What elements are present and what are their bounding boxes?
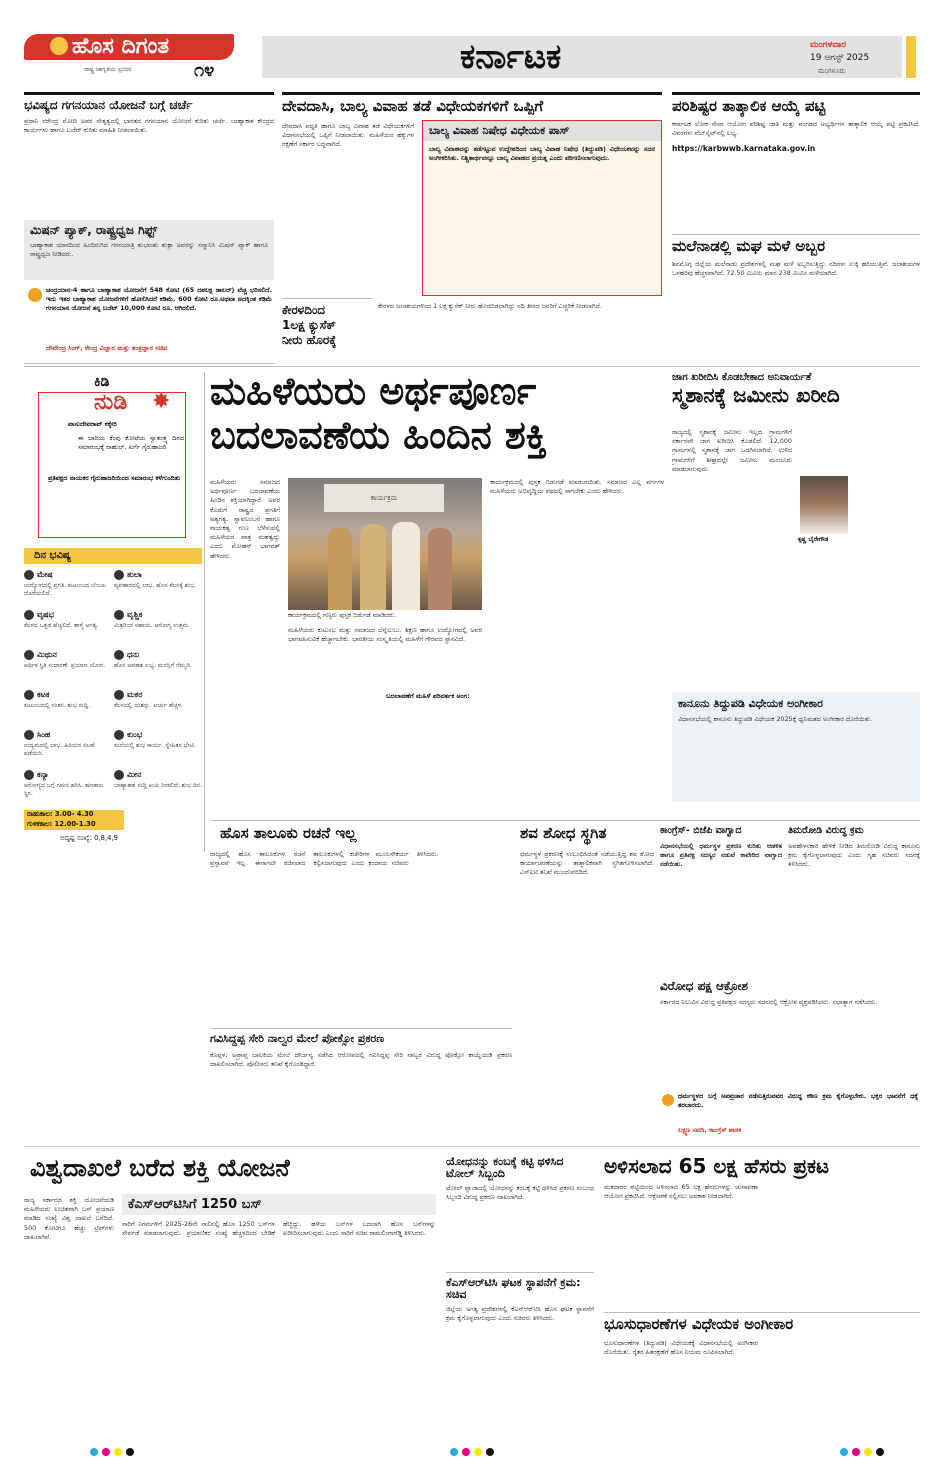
rashi-text: ಉದ್ಯೋಗದಲ್ಲಿ ಪ್ರಗತಿ. ಕುಟುಂಬದ ಬೆಂಬಲ ದೊರೆಯಲಿದೆ.	[24, 582, 106, 598]
mission-title: ಮಿಷನ್ ಪ್ಯಾಕ್, ರಾಷ್ಟ್ರಧ್ವಜ ಗಿಫ್ಟ್	[30, 223, 158, 237]
rashi-label: ಕಟಕ	[37, 690, 50, 699]
kerala-line3: ನೀರು ಹೊರಕ್ಕೆ	[282, 333, 337, 347]
yodha-title: ಯೋಧನನ್ನು ಕಂಬಕ್ಕೆ ಕಟ್ಟಿ ಥಳಿಸಿದ ಟೋಲ್ ಸಿಬ್ಬಂದಿ	[446, 1156, 564, 1180]
rashi-label: ಸಿಂಹ	[37, 730, 51, 739]
pocso-title: ಗವಿಸಿದ್ದಪ್ಪ ಸೇರಿ ನಾಲ್ವರ ಮೇಲೆ ಪೋಕ್ಸೋ ಪ್ರಕರಣ	[210, 1028, 512, 1045]
savadi-quote	[660, 1090, 920, 1142]
thimarodi-story	[788, 826, 920, 976]
rashi-icon	[24, 730, 34, 740]
malenadu-title: ಮಲೆನಾಡಲ್ಲಿ ಮಘ ಮಳೆ ಅಬ್ಬರ	[672, 234, 920, 255]
gaganyaan-body: ಪ್ರಧಾನಿ ನರೇಂದ್ರ ಮೋದಿ ಅವರ ನೇತೃತ್ವದಲ್ಲಿ ಭಾರತದ ಗಗನಯಾನ ಯೋಜನೆ ಕುರಿತು ಚರ್ಚೆ. ಬಾಹ್ಯಾಕಾಶ ಕೇಂದ್ರದ ಕಾರ್ಯಗಳು ಹಾಗೂ ಬಜೆಟ್ ಕುರಿತು ಮಾಹಿತಿ ನೀಡಲಾಯಿತು.	[24, 116, 274, 134]
lucky-number: ಅದೃಷ್ಟ ಸಂಖ್ಯೆ: 0,8,4,9	[60, 834, 118, 842]
rashi-name	[114, 690, 202, 700]
parishuddha-story	[672, 92, 920, 232]
taluk-body: ರಾಜ್ಯದಲ್ಲಿ ಹೊಸ ತಾಲೂಕುಗಳ ರಚನೆ ಪ್ರಸ್ತಾವನೆ ಇಲ್ಲ. ಈಗಾಗಲೇ ರಚಿಸಲಾದ ತಾಲೂಕುಗಳಲ್ಲಿ ಕಚೇರಿಗಳ ಮೂಲಸೌಕರ್ಯ ಕಲ್ಪಿಸಲಾಗುವುದು ಎಂದು ಕಂದಾಯ ಸಚಿವರು ತಿಳಿಸಿದರು.	[210, 849, 439, 867]
rashi-label: ತುಲಾ	[127, 570, 142, 579]
devadasi-story	[282, 92, 662, 362]
divider-h1	[24, 366, 920, 367]
rahu-kala: ರಾಹುಕಾಲ: 3.00- 4.30	[24, 810, 124, 820]
lead-subhead: ಬದಲಾವಣೆಗೆ ಮಹಿಳೆ ಪರಿವರ್ತಕ ಅಂಗ:	[386, 692, 470, 700]
rashi-item	[24, 690, 112, 730]
rashi-text: ಕೆಲಸದಲ್ಲಿ ಯಶಸ್ಸು. ಖರ್ಚು ಹೆಚ್ಚಳ.	[114, 702, 183, 709]
rashi-label: ಮಿಥುನ	[37, 650, 57, 659]
rashi-label: ಮೀನ	[127, 770, 142, 779]
photo-banner: ಕಾರ್ಯಕ್ರಮ	[324, 484, 444, 512]
lead-photo	[288, 478, 482, 610]
person-4	[428, 528, 452, 610]
kerala-body: ಕೇರಳದ ಜಲಾಶಯಗಳಿಂದ 1 ಲಕ್ಷ ಕ್ಯುಸೆಕ್ ನೀರು ಹೊರಬಿಡಲಾಗಿದ್ದು ನದಿ ತೀರದ ಜನರಿಗೆ ಎಚ್ಚರಿಕೆ ನೀಡಲಾಗಿದೆ.	[378, 302, 602, 310]
thimarodi-title: ತಿಮರೋಡಿ ವಿರುದ್ಧ ಕ್ರಮ	[788, 826, 864, 836]
shava-title: ಶವ ಶೋಧ ಸ್ಥಗಿತ	[520, 826, 607, 842]
logo-tagline: ರಾಷ್ಟ್ರ ಜಾಗೃತಿಯ ಸ್ಪಂದನ	[84, 66, 132, 73]
ksrtc-box	[122, 1194, 436, 1434]
congress-title: ಕಾಂಗ್ರೆಸ್- ಬಿಜೆಪಿ ವಾಗ್ವಾದ	[660, 826, 742, 836]
rashi-text: ವ್ಯವಹಾರದಲ್ಲಿ ಲಾಭ. ಹೊಸ ಕೆಲಸಕ್ಕೆ ಶುಭ.	[114, 582, 196, 589]
hesaru-title: ಅಳಿಸಲಾದ 65 ಲಕ್ಷ ಹೆಸರು ಪ್ರಕಟ	[604, 1156, 830, 1178]
yodha-story	[446, 1156, 594, 1266]
pocso-body: ಕೊಪ್ಪಳ: ಅಪ್ರಾಪ್ತ ಬಾಲಕಿಯ ಮೇಲೆ ದೌರ್ಜನ್ಯ ನಡೆಸಿದ ಆರೋಪದಲ್ಲಿ ಗವಿಸಿದ್ದಪ್ಪ ಸೇರಿ ನಾಲ್ವರ ವಿರುದ್ಧ ಪೋಕ್ಸೋ ಕಾಯ್ದೆಯಡಿ ಪ್ರಕರಣ ದಾಖಲಿಸಲಾಗಿದೆ. ಪೊಲೀಸರು ತನಿಖೆ ಕೈಗೊಂಡಿದ್ದಾರೆ.	[210, 1050, 512, 1068]
thimarodi-body: ಅವಹೇಳನಕಾರಿ ಹೇಳಿಕೆ ನೀಡಿದ ತಿಮರೋಡಿ ವಿರುದ್ಧ ಕಾನೂನು ಕ್ರಮ ಕೈಗೊಳ್ಳಲಾಗುವುದು ಎಂದು ಗೃಹ ಸಚಿವರು ಸದನಕ್ಕೆ ತಿಳಿಸಿದರು.	[788, 841, 920, 869]
rashi-item	[24, 610, 112, 650]
hesaru-body: ಮತದಾರರ ಪಟ್ಟಿಯಿಂದ ಅಳಿಸಲಾದ 65 ಲಕ್ಷ ಹೆಸರುಗಳನ್ನು ಚುನಾವಣಾ ಆಯೋಗ ಪ್ರಕಟಿಸಿದೆ. ಆಕ್ಷೇಪಣೆ ಸಲ್ಲಿಸಲು ಅವಕಾಶ ನೀಡಲಾಗಿದೆ.	[604, 1183, 758, 1201]
rashi-icon	[114, 770, 124, 780]
rashi-item	[114, 570, 202, 610]
taluk-title: ಹೊಸ ತಾಲೂಕು ರಚನೆ ಇಲ್ಲ	[220, 826, 357, 842]
rashi-name	[24, 690, 112, 700]
parishuddha-title: ಪರಿಶಿಷ್ಟರ ತಾತ್ಕಾಲಿಕ ಆಯ್ಕೆ ಪಟ್ಟಿ	[672, 92, 920, 115]
mission-box	[24, 220, 274, 280]
smashana-body: ರಾಜ್ಯದಲ್ಲಿ ಸ್ಮಶಾನಕ್ಕೆ ಜಮೀನು ಇಲ್ಲದ ಗ್ರಾಮಗಳಿಗೆ ಸರ್ಕಾರವೇ ಜಾಗ ಖರೀದಿಸಿ ಕೊಡಲಿದೆ. 12,000 ಗ್ರಾಮಗಳಲ್ಲಿ ಸ್ಮಶಾನಕ್ಕೆ ಜಾಗ ಒದಗಿಸಲಾಗಿದೆ. ಉಳಿದ ಗ್ರಾಮಗಳಿಗೆ ಶೀಘ್ರದಲ್ಲೇ ಜಮೀನು ಮಂಜೂರು ಮಾಡಲಾಗುವುದು.	[672, 428, 792, 473]
devadasi-title: ದೇವದಾಸಿ, ಬಾಲ್ಯ ವಿವಾಹ ತಡೆ ವಿಧೇಯಕಗಳಿಗೆ ಒಪ್ಪಿಗೆ	[282, 92, 662, 115]
kerala-headline-block	[282, 298, 372, 358]
quote-box	[24, 284, 274, 364]
rashi-icon	[24, 650, 34, 660]
rashi-icon	[24, 570, 34, 580]
savadi-quote-author: ಲಕ್ಷ್ಮಣ ಸವದಿ, ಕಾಂಗ್ರೆಸ್ ಶಾಸಕ	[678, 1126, 742, 1134]
rashi-item	[114, 610, 202, 650]
virodha-title: ವಿರೋಧ ಪಕ್ಷ ಆಕ್ರೋಶ	[660, 980, 749, 993]
divider-h3	[24, 1146, 920, 1147]
rashi-text: ಬಾಹ್ಯಾಕಾಶ ಸುದ್ದಿ ಖುಷಿ ನೀಡಲಿದೆ. ಶುಭ ದಿನ.	[114, 782, 202, 789]
rashi-text: ಮನೆಯಲ್ಲಿ ಶುಭ ಕಾರ್ಯ. ಸ್ನೇಹಿತರ ಭೇಟಿ.	[114, 742, 196, 749]
divider-v1	[204, 372, 205, 852]
rashi-item	[24, 770, 112, 810]
shava-body: ಧರ್ಮಸ್ಥಳ ಪ್ರಕರಣಕ್ಕೆ ಸಂಬಂಧಿಸಿದಂತೆ ನಡೆಯುತ್ತಿದ್ದ ಶವ ಶೋಧ ಕಾರ್ಯಾಚರಣೆಯನ್ನು ತಾತ್ಕಾಲಿಕವಾಗಿ ಸ್ಥಗಿತಗೊಳಿಸಲಾಗಿದೆ. ಎಸ್ಐಟಿ ತನಿಖೆ ಮುಂದುವರಿದಿದೆ.	[520, 849, 654, 877]
virodha-body: ಸರ್ಕಾರದ ನಿಲುವಿನ ವಿರುದ್ಧ ಪ್ರತಿಪಕ್ಷದ ಸದಸ್ಯರು ಸದನದಲ್ಲಿ ಆಕ್ರೋಶ ವ್ಯಕ್ತಪಡಿಸಿದರು. ಸಭಾತ್ಯಾಗ ನಡೆಸಿದರು.	[660, 997, 878, 1006]
rashi-text: ಆರೋಗ್ಯದ ಬಗ್ಗೆ ಗಮನ ಹರಿಸಿ. ಹಣಕಾಸು ಸ್ಥಿರ.	[24, 782, 104, 798]
rashi-label: ವೃಶ್ಚಿಕ	[127, 610, 143, 619]
quote-mark-icon	[28, 288, 42, 302]
city: ಮಂಗಳೂರು	[818, 67, 846, 75]
rashi-icon	[114, 610, 124, 620]
rashi-item	[114, 730, 202, 770]
rashi-name	[114, 610, 202, 620]
person-1	[328, 528, 352, 610]
registration-marks-left	[90, 1448, 134, 1456]
page-number: ೧೪	[194, 60, 215, 81]
masthead	[0, 0, 945, 88]
rashi-name	[24, 610, 112, 620]
rashi-name	[114, 650, 202, 660]
lead-body-b: ಮಹಿಳೆಯರು ಕುಟುಂಬ ಮತ್ತು ಸಮಾಜದ ಬೆನ್ನೆಲುಬು. ಶಿಕ್ಷಣ ಹಾಗೂ ಉದ್ಯೋಗದಲ್ಲಿ ಅವರ ಭಾಗವಹಿಸುವಿಕೆ ಹೆಚ್ಚಾಗಬೇಕು. ಭಾರತೀಯ ಸಂಸ್ಕೃತಿಯಲ್ಲಿ ಮಹಿಳೆಗೆ ಗೌರವದ ಸ್ಥಾನವಿದೆ.	[288, 626, 482, 644]
kidi-line1: ಈ ಬಾರಿಯ ಕೆಂಪು ಕೋಟೆಯ ಸ್ವಾತಂತ್ರ್ಯ ದಿನದ ಸಮಾರಂಭಕ್ಕೆ ರಾಹುಲ್, ಖರ್ಗೆ ಗೈರುಹಾಜರಿ	[78, 434, 184, 452]
lead-story	[210, 372, 666, 816]
lead-title-line2: ಬದಲಾವಣೆಯ ಹಿಂದಿನ ಶಕ್ತಿ	[210, 416, 547, 457]
kidi-nudi	[24, 368, 194, 540]
congress-story	[660, 826, 782, 976]
rashi-name	[114, 730, 202, 740]
horoscope	[24, 548, 204, 848]
ghataka-title: ಕೆಎಸ್‌ಆರ್‌ಟಿಸಿ ಘಟಕ ಸ್ಥಾಪನೆಗೆ ಕ್ರಮ: ಸಚಿವ	[446, 1272, 594, 1300]
rashi-name	[24, 770, 112, 780]
spark-icon: ✸	[152, 390, 171, 414]
parishuddha-body: ಕರ್ನಾಟಕ ಲೋಕ ಸೇವಾ ಆಯೋಗ ಪರಿಶಿಷ್ಟ ಜಾತಿ ಮತ್ತು ಪಂಗಡದ ಅಭ್ಯರ್ಥಿಗಳ ತಾತ್ಕಾಲಿಕ ಆಯ್ಕೆ ಪಟ್ಟಿ ಪ್ರಕಟಿಸಿದೆ. ವಿವರಗಳು ವೆಬ್‌ಸೈಟ್‌ನಲ್ಲಿ ಲಭ್ಯ.	[672, 119, 920, 137]
rashi-label: ವೃಷಭ	[37, 610, 54, 619]
horoscope-title: ದಿನ ಭವಿಷ್ಯ	[34, 550, 71, 561]
rashi-item	[24, 730, 112, 770]
kanoonu-body: ವಿಧಾನಸಭೆಯಲ್ಲಿ ಕಾನೂನು ತಿದ್ದುಪಡಿ ವಿಧೇಯಕ 2025ಕ್ಕೆ ಧ್ವನಿಮತದ ಅಂಗೀಕಾರ ದೊರೆಯಿತು.	[678, 715, 873, 723]
malenadu-body: ಶಿವಮೊಗ್ಗ ಜಿಲ್ಲೆಯ ಮಲೆನಾಡು ಪ್ರದೇಶಗಳಲ್ಲಿ ಮಘ ಮಳೆ ಅಬ್ಬರಿಸುತ್ತಿದ್ದು ನದಿಗಳು ಉಕ್ಕಿ ಹರಿಯುತ್ತಿವೆ. ಜಲಾಶಯಗಳ ಒಳಹರಿವು ಹೆಚ್ಚಳವಾಗಿದೆ. 72.50 ಮಿಮೀ, ಮಾನ 238 ಮಿಮೀ ಮಳೆಯಾಗಿದೆ.	[672, 259, 920, 277]
shakti-story	[24, 1156, 436, 1436]
box-body: ಬಾಲ್ಯ ವಿವಾಹವನ್ನು ತಡೆಗಟ್ಟುವ ಉದ್ದೇಶದಿಂದ ಬಾಲ್ಯ ವಿವಾಹ ನಿಷೇಧ (ತಿದ್ದುಪಡಿ) ವಿಧೇಯಕವನ್ನು ಸದನ ಅಂಗೀಕರಿಸಿತು. ನಿಶ್ಚಿತಾರ್ಥವನ್ನೂ ಬಾಲ್ಯ ವಿವಾಹದ ಪ್ರಯತ್ನ ಎಂದು ಪರಿಗಣಿಸಲಾಗುವುದು.	[429, 145, 655, 163]
rashi-name	[24, 570, 112, 580]
ksrtc-title: ಕೆಎಸ್‌ಆರ್‌ಟಿಸಿಗೆ 1250 ಬಸ್	[122, 1194, 436, 1215]
kidi-line2: ಪ್ರತಿಪಕ್ಷದ ನಾಯಕರ ಗೈರುಹಾಜರಿಯಿಂದ ಸಮಾರಂಭ ಕಳೆಗುಂದಿತು	[47, 474, 180, 482]
savadi-quote-body: ಧರ್ಮಸ್ಥಳದ ಬಗ್ಗೆ ಅಪಪ್ರಚಾರ ನಡೆಸುತ್ತಿರುವವರ ವಿರುದ್ಧ ಕಠಿಣ ಕ್ರಮ ಕೈಗೊಳ್ಳಬೇಕು. ಭಕ್ತರ ಭಾವನೆಗೆ ಧಕ್ಕೆ ತರಬಾರದು.	[678, 1092, 918, 1110]
rashi-icon	[24, 770, 34, 780]
rashi-icon	[114, 690, 124, 700]
rashi-item	[24, 650, 112, 690]
rashi-icon	[114, 650, 124, 660]
quote-body: ಚಂದ್ರಯಾನ-4 ಹಾಗೂ ಬಾಹ್ಯಾಕಾಶ ಯೋಜನೆಗೆ 548 ಕೋಟಿ (65 ದಶಲಕ್ಷ ಡಾಲರ್) ವೆಚ್ಚ ಭರಿಸಲಿದೆ. ಇದು ಇತರ ಬಾಹ್ಯಾಕಾಶ ಯೋಜನೆಗಳಿಗೆ ಹೋಲಿಸಿದರೆ ಕಡಿಮೆ. 600 ಕೋಟಿ ರೂ.ಅಥವಾ ಅದಕ್ಕಿಂತ ಕಡಿಮೆ ಗಗನಯಾನ ಯೋಜನೆ ತನ್ನ ಬಜೆಟ್ 10,000 ಕೋಟಿ ರೂ. ಆಗಿರಲಿದೆ.	[46, 286, 272, 313]
date: 19 ಆಗಸ್ಟ್ 2025	[810, 53, 870, 63]
rashi-text: ಉದ್ಯಮದಲ್ಲಿ ಲಾಭ. ಹಿರಿಯರ ಸಲಹೆ ಪಡೆಯಿರಿ.	[24, 742, 95, 758]
corner-tab	[906, 36, 916, 78]
logo-block	[24, 28, 254, 84]
rashi-label: ಮಕರ	[127, 690, 143, 699]
gaganyaan-title: ಭವಿಷ್ಯದ ಗಗನಯಾನ ಯೋಜನೆ ಬಗ್ಗೆ ಚರ್ಚೆ	[24, 92, 274, 112]
rashi-label: ಕುಂಭ	[127, 730, 143, 739]
rashi-name	[114, 770, 202, 780]
minister-photo	[800, 476, 848, 534]
person-3	[392, 522, 420, 610]
gulika-kala: ಗುಳಿಕಕಾಲ: 12.00-1.30	[24, 820, 124, 830]
minister-caption: ಕೃಷ್ಣ ಬೈರೇಗೌಡ	[798, 536, 829, 543]
quote-mark-icon-2	[662, 1094, 674, 1106]
lead-title-line1: ಮಹಿಳೆಯರು ಅರ್ಥಪೂರ್ಣ	[210, 372, 537, 413]
shakti-title: ವಿಶ್ವದಾಖಲೆ ಬರೆದ ಶಕ್ತಿ ಯೋಜನೆ	[30, 1156, 290, 1182]
rashi-name	[24, 650, 112, 660]
rashi-label: ಮೇಷ	[37, 570, 53, 579]
rashi-text: ಕೆಲಸದ ಒತ್ತಡ ಹೆಚ್ಚಲಿದೆ. ತಾಳ್ಮೆ ಅಗತ್ಯ.	[24, 622, 99, 629]
ghataka-body: ಜಿಲ್ಲೆಯ ಅಗತ್ಯ ಪ್ರದೇಶಗಳಲ್ಲಿ ಕೆಎಸ್‌ಆರ್‌ಟಿಸಿ ಹೊಸ ಘಟಕ ಸ್ಥಾಪನೆಗೆ ಕ್ರಮ ಕೈಗೊಳ್ಳಲಾಗುವುದು ಎಂದು ಸಚಿವರು ತಿಳಿಸಿದರು.	[446, 1305, 594, 1323]
shava-story	[520, 826, 654, 1136]
ksrtc-body: ಸಾರಿಗೆ ನಿಗಮಗಳಿಗೆ 2025-26ನೇ ಸಾಲಿನಲ್ಲಿ ಹೊಸ 1250 ಬಸ್‌ಗಳ ಸೇರ್ಪಡೆ ಮಾಡಲಾಗುವುದು. ಪ್ರಯಾಣಿಕರ ಸಂಖ್ಯೆ ಹೆಚ್ಚಳದಿಂದ ಬೇಡಿಕೆ ಹೆಚ್ಚಿದ್ದು, ಹಳೆಯ ಬಸ್‌ಗಳ ಬದಲಾಗಿ ಹೊಸ ಬಸ್‌ಗಳನ್ನು ಖರೀದಿಸಲಾಗುವುದು ಎಂದು ಸಾರಿಗೆ ಸಚಿವ ರಾಮಲಿಂಗಾರೆಡ್ಡಿ ತಿಳಿಸಿದರು.	[122, 1220, 436, 1238]
child-marriage-box	[422, 120, 662, 296]
rashi-item	[24, 570, 112, 610]
section-title: ಕರ್ನಾಟಕ	[460, 37, 562, 77]
rashi-text: ಆರ್ಥಿಕ ಸ್ಥಿತಿ ಸುಧಾರಣೆ. ಪ್ರಯಾಣ ಯೋಗ.	[24, 662, 106, 669]
lead-body-a: ಮಹಿಳೆಯರು ಸಮಾಜದ ಅರ್ಥಪೂರ್ಣ ಬದಲಾವಣೆಯ ಹಿಂದಿನ ಶಕ್ತಿಯಾಗಿದ್ದಾರೆ. ಅವರ ಕೊಡುಗೆ ರಾಷ್ಟ್ರದ ಪ್ರಗತಿಗೆ ಅತ್ಯಗತ್ಯ. ಸ್ವಾವಲಂಬನೆ ಹಾಗೂ ನಾಯಕತ್ವ ಗುಣ ಬೆಳೆಸುವಲ್ಲಿ ಮಹಿಳೆಯರ ಪಾತ್ರ ಮಹತ್ವದ್ದು ಎಂದು ಮೋಹನ್ ಭಾಗವತ್ ಹೇಳಿದರು.	[210, 478, 280, 560]
registration-marks-center	[450, 1448, 494, 1456]
divider-h2	[210, 820, 920, 821]
rashi-text: ಕುಟುಂಬದಲ್ಲಿ ಸಂತಸ. ಶುಭ ಸುದ್ದಿ.	[24, 702, 91, 709]
bhoo-story	[604, 1312, 920, 1436]
rashi-icon	[24, 610, 34, 620]
kerala-line2: 1ಲಕ್ಷ ಕ್ಯುಸೆಕ್	[282, 318, 336, 332]
rashi-item	[114, 770, 202, 810]
lead-body-c: ಕಾರ್ಯಕ್ರಮದಲ್ಲಿ ಪುಸ್ತಕ ಬಿಡುಗಡೆ ಮಾಡಲಾಯಿತು. ಸಮಾಜದ ಎಲ್ಲ ವರ್ಗಗಳ ಮಹಿಳೆಯರು ಅಭಿವೃದ್ಧಿಯ ಪಥದಲ್ಲಿ ಸಾಗಬೇಕು ಎಂದು ಹೇಳಿದರು.	[490, 478, 664, 496]
smashana-story	[672, 372, 920, 692]
mission-body: ಬಾಹ್ಯಾಕಾಶ ಯಾನದಿಂದ ಹಿಂದಿರುಗಿದ ಗಗನಯಾತ್ರಿ ಶುಭಾಂಶು ಶುಕ್ಲಾ ಅವರನ್ನು ಸನ್ಮಾನಿಸಿ ಮಿಷನ್ ಪ್ಯಾಕ್ ಹಾಗೂ ರಾಷ್ಟ್ರಧ್ವಜ ನೀಡಿದರು.	[30, 240, 268, 258]
logo-text: ಹೊಸ ದಿಗಂತ	[72, 34, 170, 59]
person-2	[360, 524, 386, 610]
rashi-icon	[24, 690, 34, 700]
kidi-label: ಕಿಡಿ	[94, 374, 110, 390]
smashana-kicker: ಜಾಗ ಖರೀದಿಸಿ ಕೊಡಬೇಕಾದ ಅನಿವಾರ್ಯತೆ	[672, 372, 812, 383]
kanoonu-box	[672, 692, 920, 802]
lead-photo-caption: ಕಾರ್ಯಕ್ರಮದಲ್ಲಿ ಗಣ್ಯರು ಪುಸ್ತಕ ಬಿಡುಗಡೆ ಮಾಡಿದರು.	[288, 612, 397, 619]
kidi-author: ವಾಸುದೇವರಾವ್ ಕಕ್ಕೇರಿ	[68, 420, 117, 428]
rashi-text: ಮಿತ್ರರಿಂದ ಸಹಾಯ. ಆರೋಗ್ಯ ಉತ್ತಮ.	[114, 622, 191, 629]
hesaru-story	[604, 1156, 920, 1306]
nudi-label: ನುಡಿ	[94, 390, 128, 414]
registration-marks-right	[840, 1448, 884, 1456]
quote-author: ದೇವೇಂದ್ರ ಸಿಂಗ್, ಕೇಂದ್ರ ವಿಜ್ಞಾನ ಮತ್ತು ತಂತ್ರಜ್ಞಾನ ಸಚಿವ	[46, 344, 168, 352]
devadasi-body: ದೇವದಾಸಿ ಪದ್ಧತಿ ಹಾಗೂ ಬಾಲ್ಯ ವಿವಾಹ ತಡೆ ವಿಧೇಯಕಗಳಿಗೆ ವಿಧಾನಸಭೆಯಲ್ಲಿ ಒಪ್ಪಿಗೆ ನೀಡಲಾಯಿತು. ಮಹಿಳೆಯರ ಹಕ್ಕುಗಳ ರಕ್ಷಣೆಗೆ ಸರ್ಕಾರ ಬದ್ಧವಾಗಿದೆ.	[282, 122, 414, 149]
rashi-item	[114, 690, 202, 730]
lamp-icon	[50, 37, 68, 55]
bhoo-body: ಭೂಸುಧಾರಣೆಗಳ (ತಿದ್ದುಪಡಿ) ವಿಧೇಯಕಕ್ಕೆ ವಿಧಾನಸಭೆಯಲ್ಲಿ ಅಂಗೀಕಾರ ದೊರೆಯಿತು. ರೈತರ ಹಿತರಕ್ಷಣೆಗೆ ಹೊಸ ನಿಯಮ ರೂಪಿಸಲಾಗಿದೆ.	[604, 1338, 758, 1356]
rashi-text: ಹೊಸ ಅವಕಾಶ ಲಭ್ಯ. ಮನಸ್ಸಿಗೆ ನೆಮ್ಮದಿ.	[114, 662, 192, 669]
smashana-title: ಸ್ಮಶಾನಕ್ಕೆ ಜಮೀನು ಖರೀದಿ	[672, 383, 840, 407]
website-link[interactable]: https://karbwwb.karnataka.gov.in	[672, 144, 816, 154]
rashi-item	[114, 650, 202, 690]
rashi-icon	[114, 730, 124, 740]
yodha-body: ಟೋಲ್ ಪ್ಲಾಜಾದಲ್ಲಿ ಯೋಧನನ್ನು ಕಂಬಕ್ಕೆ ಕಟ್ಟಿ ಥಳಿಸಿದ ಪ್ರಕರಣ ಸಂಬಂಧ ಸಿಬ್ಬಂದಿ ವಿರುದ್ಧ ಪ್ರಕರಣ ದಾಖಲಾಗಿದೆ.	[446, 1184, 594, 1202]
taluk-story	[210, 826, 512, 1012]
congress-body: ವಿಧಾನಸಭೆಯಲ್ಲಿ ಧರ್ಮಸ್ಥಳ ಪ್ರಕರಣ ಕುರಿತು ಆಡಳಿತ ಹಾಗೂ ಪ್ರತಿಪಕ್ಷ ಸದಸ್ಯರ ನಡುವೆ ಕಾವೇರಿದ ವಾಗ್ವಾದ ನಡೆಯಿತು.	[660, 841, 782, 869]
gaganyaan-story	[24, 92, 274, 216]
rashi-label: ಕನ್ಯಾ	[37, 770, 49, 779]
malenadu-story	[672, 234, 920, 360]
day: ಮಂಗಳವಾರ	[810, 40, 847, 50]
rashi-name	[114, 570, 202, 580]
kerala-line1: ಕೇರಳದಿಂದ	[282, 303, 326, 317]
ghataka-story	[446, 1272, 594, 1436]
virodha-story	[660, 980, 920, 1090]
rashi-icon	[114, 570, 124, 580]
shakti-body: ರಾಜ್ಯ ಸರ್ಕಾರದ ಶಕ್ತಿ ಯೋಜನೆಯಡಿ ಮಹಿಳೆಯರು ಉಚಿತವಾಗಿ ಬಸ್ ಪ್ರಯಾಣ ಮಾಡಿದ ಸಂಖ್ಯೆ ವಿಶ್ವ ದಾಖಲೆ ಬರೆದಿದೆ. 500 ಕೋಟಿಗೂ ಹೆಚ್ಚು ಟ್ರಿಪ್‌ಗಳು ದಾಖಲಾಗಿವೆ.	[24, 1196, 114, 1241]
bhoo-title: ಭೂಸುಧಾರಣೆಗಳ ವಿಧೇಯಕ ಅಂಗೀಕಾರ	[604, 1312, 920, 1333]
pocso-story	[210, 1028, 512, 1138]
kanoonu-title: ಕಾನೂನು ತಿದ್ದುಪಡಿ ವಿಧೇಯಕ ಅಂಗೀಕಾರ	[678, 697, 823, 710]
rashi-label: ಧನು	[127, 650, 140, 659]
rashi-name	[24, 730, 112, 740]
box-title: ಬಾಲ್ಯ ವಿವಾಹ ನಿಷೇಧ ವಿಧೇಯಕ ಪಾಸ್	[423, 121, 661, 141]
